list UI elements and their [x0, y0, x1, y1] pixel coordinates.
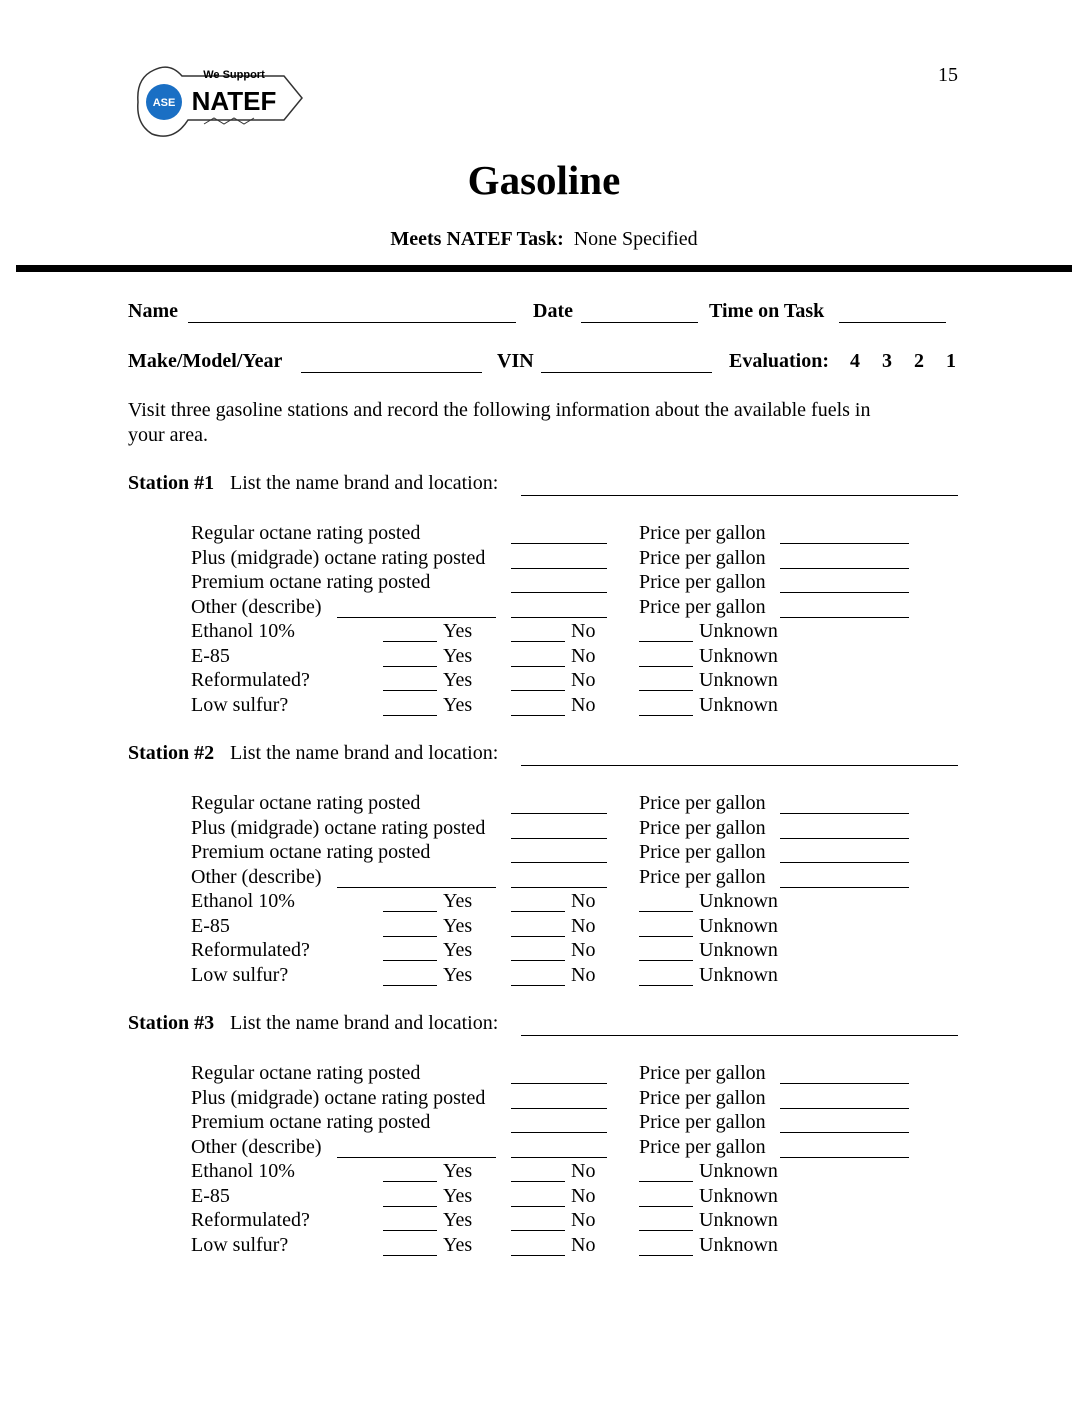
station-3-no-field[interactable]	[511, 1255, 565, 1256]
station-1-no-label: No	[571, 693, 596, 716]
station-3-price-label: Price per gallon	[639, 1086, 766, 1109]
station-3-yes-field[interactable]	[383, 1206, 437, 1207]
station-3-price-field[interactable]	[780, 1157, 909, 1158]
station-3-octane-field[interactable]	[511, 1132, 607, 1133]
station-3-no-field[interactable]	[511, 1181, 565, 1182]
station-1-octane-field[interactable]	[511, 568, 607, 569]
station-1-price-field[interactable]	[780, 543, 909, 544]
station-3-yes-field[interactable]	[383, 1181, 437, 1182]
ase-natef-logo	[134, 62, 304, 146]
station-1-unknown-label: Unknown	[699, 620, 778, 642]
station-2-octane-field[interactable]	[511, 887, 607, 888]
station-3-yes-label: Yes	[443, 1209, 473, 1231]
station-1-yes-field[interactable]	[383, 641, 437, 642]
station-3-unknown-field[interactable]	[639, 1230, 693, 1231]
evaluation-option-3[interactable]: 3	[882, 350, 892, 372]
station-2-no-label: No	[571, 963, 596, 986]
station-3-price-label: Price per gallon	[639, 1062, 766, 1084]
evaluation-option-1[interactable]: 1	[946, 350, 956, 372]
station-3-unknown-label: Unknown	[699, 1233, 778, 1256]
station-3-label: Station #3	[128, 1012, 215, 1034]
station-2-octane-field[interactable]	[511, 838, 607, 839]
evaluation-option-4[interactable]: 4	[850, 350, 860, 372]
station-1-no-label: No	[571, 644, 596, 667]
station-1-octane-label: Premium octane rating posted	[191, 571, 431, 593]
station-3-price-label: Price per gallon	[639, 1135, 766, 1158]
station-2-unknown-label: Unknown	[699, 914, 778, 937]
station-2-unknown-label: Unknown	[699, 939, 778, 961]
station-1-yes-field[interactable]	[383, 690, 437, 691]
station-1-unknown-field[interactable]	[639, 641, 693, 642]
station-3-unknown-field[interactable]	[639, 1181, 693, 1182]
station-2-yes-field[interactable]	[383, 985, 437, 986]
date-field[interactable]	[581, 322, 698, 323]
station-2-octane-field[interactable]	[511, 813, 607, 814]
station-2-no-field[interactable]	[511, 936, 565, 937]
station-2-yes-label: Yes	[443, 914, 473, 937]
station-3-yes-label: Yes	[443, 1160, 473, 1182]
station-2-property-label: Low sulfur?	[191, 963, 289, 986]
station-3-property-label: Ethanol 10%	[191, 1160, 295, 1182]
station-1-price-label: Price per gallon	[639, 595, 766, 618]
station-1-octane-field[interactable]	[511, 543, 607, 544]
task-label: Meets NATEF Task:	[390, 228, 564, 250]
station-2-location-field[interactable]	[521, 765, 958, 766]
station-1-price-field[interactable]	[780, 592, 909, 593]
station-3-prompt: List the name brand and location:	[230, 1012, 499, 1034]
station-3-price-field[interactable]	[780, 1132, 909, 1133]
station-2-yes-field[interactable]	[383, 936, 437, 937]
station-1-price-label: Price per gallon	[639, 546, 766, 569]
station-3-unknown-label: Unknown	[699, 1184, 778, 1207]
station-1-other-describe-field[interactable]	[337, 617, 496, 618]
station-3-no-field[interactable]	[511, 1230, 565, 1231]
station-3-octane-label: Other (describe)	[191, 1135, 322, 1158]
station-1-property-label: Reformulated?	[191, 669, 310, 691]
station-1-prompt: List the name brand and location:	[230, 472, 499, 494]
station-3-price-field[interactable]	[780, 1108, 909, 1109]
station-1-no-field[interactable]	[511, 690, 565, 691]
station-2-yes-label: Yes	[443, 963, 473, 986]
station-2-octane-label: Plus (midgrade) octane rating posted	[191, 816, 486, 839]
station-2-octane-field[interactable]	[511, 862, 607, 863]
station-1-unknown-field[interactable]	[639, 690, 693, 691]
station-1-location-field[interactable]	[521, 495, 958, 496]
station-2-price-field[interactable]	[780, 838, 909, 839]
instructions-line-1: Visit three gasoline stations and record the following information about the available fuels in	[128, 399, 871, 421]
station-2-price-field[interactable]	[780, 813, 909, 814]
station-3-yes-label: Yes	[443, 1233, 473, 1256]
station-1-property-label: E-85	[191, 644, 230, 667]
page-number: 15	[938, 64, 958, 86]
station-2-price-label: Price per gallon	[639, 841, 766, 863]
station-3-location-field[interactable]	[521, 1035, 958, 1036]
station-2-octane-label: Regular octane rating posted	[191, 792, 421, 814]
station-2-unknown-field[interactable]	[639, 960, 693, 961]
station-2-property-label: E-85	[191, 914, 230, 937]
station-2-unknown-label: Unknown	[699, 963, 778, 986]
station-2-price-field[interactable]	[780, 887, 909, 888]
station-3-octane-label: Regular octane rating posted	[191, 1062, 421, 1084]
station-1-yes-label: Yes	[443, 644, 473, 667]
station-1-price-field[interactable]	[780, 617, 909, 618]
station-2-unknown-label: Unknown	[699, 890, 778, 912]
station-2-no-field[interactable]	[511, 985, 565, 986]
station-1-no-field[interactable]	[511, 641, 565, 642]
svg-text:ASE: ASE	[152, 97, 176, 109]
station-3-unknown-label: Unknown	[699, 1160, 778, 1182]
station-3-no-label: No	[571, 1233, 596, 1256]
station-3-yes-field[interactable]	[383, 1255, 437, 1256]
station-1-unknown-field[interactable]	[639, 666, 693, 667]
name-field[interactable]	[188, 322, 516, 323]
station-2-unknown-field[interactable]	[639, 936, 693, 937]
task-value: None Specified	[573, 228, 698, 250]
station-2-octane-label: Other (describe)	[191, 865, 322, 888]
station-1-unknown-field[interactable]	[639, 715, 693, 716]
station-3-octane-field[interactable]	[511, 1108, 607, 1109]
station-1-octane-field[interactable]	[511, 592, 607, 593]
divider-rule	[16, 265, 1072, 272]
station-1-yes-label: Yes	[443, 693, 473, 716]
station-2-no-label: No	[571, 939, 596, 961]
station-1-yes-field[interactable]	[383, 666, 437, 667]
station-2-no-label: No	[571, 914, 596, 937]
station-3-no-label: No	[571, 1160, 596, 1182]
station-3-property-label: Reformulated?	[191, 1209, 310, 1231]
station-3-no-label: No	[571, 1184, 596, 1207]
station-2-unknown-field[interactable]	[639, 911, 693, 912]
station-1-price-label: Price per gallon	[639, 571, 766, 593]
natef-task	[0, 228, 1088, 251]
station-2-unknown-field[interactable]	[639, 985, 693, 986]
station-3-no-label: No	[571, 1209, 596, 1231]
station-1-no-label: No	[571, 669, 596, 691]
instructions-line-2: your area.	[128, 424, 208, 446]
station-2-other-describe-field[interactable]	[337, 887, 496, 888]
vin-field[interactable]	[541, 372, 712, 373]
station-1-yes-field[interactable]	[383, 715, 437, 716]
station-3-yes-label: Yes	[443, 1184, 473, 1207]
station-1-yes-label: Yes	[443, 669, 473, 691]
date-label: Date	[533, 300, 573, 322]
station-1-no-label: No	[571, 620, 596, 642]
evaluation-option-2[interactable]: 2	[914, 350, 924, 372]
station-1-unknown-label: Unknown	[699, 644, 778, 667]
station-1-no-field[interactable]	[511, 666, 565, 667]
station-1-unknown-label: Unknown	[699, 693, 778, 716]
station-2-label: Station #2	[128, 742, 215, 764]
station-3-property-label: Low sulfur?	[191, 1233, 289, 1256]
make-model-year-field[interactable]	[301, 372, 482, 373]
station-2-price-label: Price per gallon	[639, 792, 766, 814]
station-3-octane-field[interactable]	[511, 1157, 607, 1158]
station-2-yes-label: Yes	[443, 890, 473, 912]
station-1-property-label: Ethanol 10%	[191, 620, 295, 642]
station-3-unknown-field[interactable]	[639, 1255, 693, 1256]
station-2-property-label: Reformulated?	[191, 939, 310, 961]
station-1-unknown-label: Unknown	[699, 669, 778, 691]
station-3-yes-field[interactable]	[383, 1230, 437, 1231]
vin-label: VIN	[497, 350, 534, 372]
station-2-prompt: List the name brand and location:	[230, 742, 499, 764]
station-3-other-describe-field[interactable]	[337, 1157, 496, 1158]
station-1-octane-field[interactable]	[511, 617, 607, 618]
station-3-octane-label: Premium octane rating posted	[191, 1111, 431, 1133]
station-2-yes-field[interactable]	[383, 960, 437, 961]
station-1-price-field[interactable]	[780, 568, 909, 569]
station-2-price-label: Price per gallon	[639, 816, 766, 839]
make-model-year-label: Make/Model/Year	[128, 350, 283, 372]
station-3-price-field[interactable]	[780, 1083, 909, 1084]
station-3-octane-field[interactable]	[511, 1083, 607, 1084]
station-2-no-label: No	[571, 890, 596, 912]
station-3-unknown-field[interactable]	[639, 1206, 693, 1207]
station-1-yes-label: Yes	[443, 620, 473, 642]
evaluation-label: Evaluation:	[729, 350, 830, 372]
time-on-task-field[interactable]	[839, 322, 946, 323]
station-2-price-field[interactable]	[780, 862, 909, 863]
time-on-task-label: Time on Task	[709, 300, 825, 322]
station-1-no-field[interactable]	[511, 715, 565, 716]
station-2-no-field[interactable]	[511, 911, 565, 912]
svg-text:We Support: We Support	[203, 69, 265, 81]
station-2-property-label: Ethanol 10%	[191, 890, 295, 912]
station-2-yes-field[interactable]	[383, 911, 437, 912]
page-title: Gasoline	[467, 157, 621, 203]
station-1-octane-label: Plus (midgrade) octane rating posted	[191, 546, 486, 569]
ase-natef-key-icon	[134, 62, 304, 146]
station-1-label: Station #1	[128, 472, 215, 494]
station-3-no-field[interactable]	[511, 1206, 565, 1207]
station-1-octane-label: Other (describe)	[191, 595, 322, 618]
station-3-property-label: E-85	[191, 1184, 230, 1207]
station-2-octane-label: Premium octane rating posted	[191, 841, 431, 863]
svg-text:NATEF: NATEF	[191, 86, 277, 116]
station-2-yes-label: Yes	[443, 939, 473, 961]
station-1-property-label: Low sulfur?	[191, 693, 289, 716]
station-1-octane-label: Regular octane rating posted	[191, 522, 421, 544]
station-1-price-label: Price per gallon	[639, 522, 766, 544]
station-3-octane-label: Plus (midgrade) octane rating posted	[191, 1086, 486, 1109]
station-2-no-field[interactable]	[511, 960, 565, 961]
station-3-unknown-label: Unknown	[699, 1209, 778, 1231]
station-2-price-label: Price per gallon	[639, 865, 766, 888]
name-label: Name	[128, 300, 178, 322]
station-3-price-label: Price per gallon	[639, 1111, 766, 1133]
